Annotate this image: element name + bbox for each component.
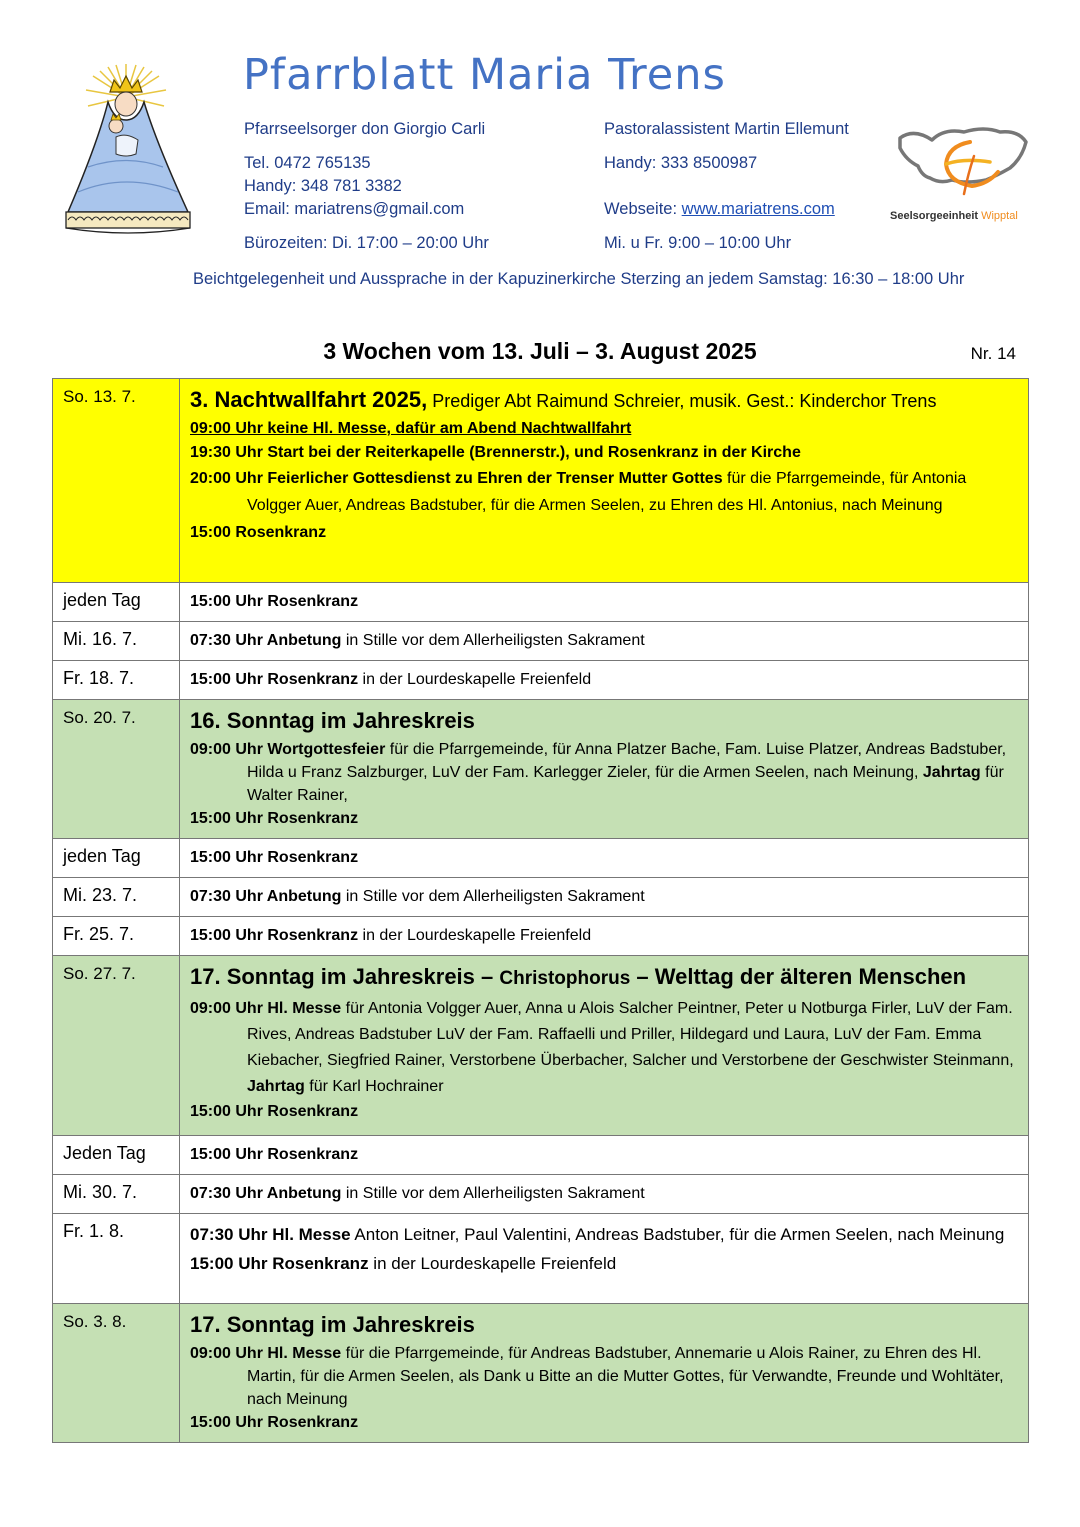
event-line-text: für die Pfarrgemeinde, für Antonia Volgger Auer, Andreas Badstuber, für die Armen Seelen, zu Ehren des Hl. Antonius, nach Meinung <box>247 470 967 514</box>
issue-weeks: 3 Wochen vom 13. Juli – 3. August 2025 <box>323 338 757 364</box>
table-row <box>53 661 1029 700</box>
event-line: 15:00 Uhr Rosenkranz <box>190 810 359 827</box>
event-line: 15:00 Uhr Rosenkranz <box>190 1414 359 1431</box>
event-title: 17. Sonntag im Jahreskreis <box>190 1312 475 1337</box>
table-row <box>53 878 1029 917</box>
assistant-handy: Handy: 333 8500987 <box>604 154 758 172</box>
logo-text-1: Seelsorgeeinheit <box>890 210 982 222</box>
event-title: 17. Sonntag im Jahreskreis – <box>190 964 500 989</box>
row-content <box>180 956 1029 1136</box>
event-line-bold: 20:00 Uhr Feierlicher Gottesdienst zu Ehren der Trenser Mutter Gottes <box>190 470 723 487</box>
event-line-text: in Stille vor dem Allerheiligsten Sakrament <box>341 632 645 649</box>
event-line-text: in der Lourdeskapelle Freienfeld <box>368 1254 617 1273</box>
row-date: So. 13. 7. <box>53 379 180 583</box>
event-line-bold: 07:30 Uhr Anbetung <box>190 888 342 905</box>
row-content <box>180 1214 1029 1304</box>
event-line-text: für die Pfarrgemeinde, für Anna Platzer Bache, Fam. Luise Platzer, Andreas Badstuber, Hilda u Franz Salzburger, LuV der Fam. Karlegger Zieler, für die Armen Seelen, nach Meinung, <box>247 741 1007 781</box>
event-line: 09:00 Uhr keine Hl. Messe, dafür am Abend Nachtwallfahrt <box>190 420 632 437</box>
row-content <box>180 700 1029 839</box>
row-content <box>180 379 1029 583</box>
event-line-bold: 15:00 Uhr Rosenkranz <box>190 671 359 688</box>
row-date: Fr. 25. 7. <box>53 917 180 956</box>
row-content <box>180 622 1029 661</box>
page-title: Pfarrblatt Maria Trens <box>243 50 726 100</box>
event-line-text: in der Lourdeskapelle Freienfeld <box>358 927 592 944</box>
event-line: 19:30 Uhr Start bei der Reiterkapelle (Brennerstr.), und Rosenkranz in der Kirche <box>190 444 801 461</box>
event-line: 15:00 Rosenkranz <box>190 524 327 541</box>
pastor-name: Pfarrseelsorger don Giorgio Carli <box>244 120 486 138</box>
event-line-text: für Antonia Volgger Auer, Anna u Alois Salcher Peintner, Peter u Notburga Firler, LuV der Fam. Rives, Andreas Badstuber LuV der Fam. Raffaelli und Priller, Hildegard und Laura, LuV der Fam. Emma Kiebacher, Siegfried Rainer, Verstorbene Überbacher, Salcher und Verstorbene der Geschwister Steinmann, <box>247 1000 1014 1069</box>
table-row <box>53 839 1029 878</box>
assistant-name: Pastoralassistent Martin Ellemunt <box>604 120 849 138</box>
row-date: Fr. 1. 8. <box>53 1214 180 1304</box>
row-content: 15:00 Uhr Rosenkranz <box>180 583 1029 622</box>
row-date: jeden Tag <box>53 839 180 878</box>
pastor-email[interactable]: Email: mariatrens@gmail.com <box>244 200 465 218</box>
event-title: 16. Sonntag im Jahreskreis <box>190 708 475 733</box>
row-date: Fr. 18. 7. <box>53 661 180 700</box>
row-date: So. 20. 7. <box>53 700 180 839</box>
row-date: Mi. 23. 7. <box>53 878 180 917</box>
row-content <box>180 1175 1029 1214</box>
event-line: 15:00 Uhr Rosenkranz <box>190 1103 359 1120</box>
event-line-bold: 09:00 Uhr Hl. Messe <box>190 1000 342 1017</box>
event-line-bold: 07:30 Uhr Hl. Messe <box>190 1225 351 1244</box>
row-date: jeden Tag <box>53 583 180 622</box>
table-row <box>53 379 1029 583</box>
office-hours: Bürozeiten: Di. 17:00 – 20:00 Uhr <box>244 234 489 252</box>
issue-number: Nr. 14 <box>970 344 1016 363</box>
row-content <box>180 878 1029 917</box>
logo-caption <box>890 210 1018 222</box>
website-link[interactable]: www.mariatrens.com <box>681 200 835 218</box>
row-date: So. 27. 7. <box>53 956 180 1136</box>
row-content: 15:00 Uhr Rosenkranz <box>180 1136 1029 1175</box>
event-line-bold: 15:00 Uhr Rosenkranz <box>190 927 359 944</box>
table-row <box>53 622 1029 661</box>
table-row <box>53 1136 1029 1175</box>
event-line-bold: 07:30 Uhr Anbetung <box>190 632 342 649</box>
confession-info: Beichtgelegenheit und Aussprache in der Kapuzinerkirche Sterzing an jedem Samstag: 16:30 – 18:00 Uhr <box>193 270 965 288</box>
row-content <box>180 1304 1029 1443</box>
table-row <box>53 583 1029 622</box>
event-title: 3. Nachtwallfahrt 2025, <box>190 387 428 412</box>
logo-text-2: Wipptal <box>981 210 1018 222</box>
event-title-rest: Prediger Abt Raimund Schreier, musik. Gest.: Kinderchor Trens <box>427 391 937 411</box>
row-date: Mi. 16. 7. <box>53 622 180 661</box>
table-row <box>53 1175 1029 1214</box>
row-date: Jeden Tag <box>53 1136 180 1175</box>
row-content <box>180 917 1029 956</box>
event-line-text: in der Lourdeskapelle Freienfeld <box>358 671 592 688</box>
event-line-bold: 09:00 Uhr Hl. Messe <box>190 1345 342 1362</box>
row-content <box>180 661 1029 700</box>
event-line-text: für Karl Hochrainer <box>304 1078 444 1095</box>
event-line-text: für Walter Rainer, <box>247 764 1004 804</box>
website <box>604 198 835 220</box>
seelsorgeeinheit-logo <box>892 124 1032 204</box>
table-row <box>53 1304 1029 1443</box>
row-date: So. 3. 8. <box>53 1304 180 1443</box>
event-line-text: in Stille vor dem Allerheiligsten Sakrament <box>341 888 645 905</box>
table-row <box>53 1214 1029 1304</box>
pastor-handy: Handy: 348 781 3382 <box>244 177 402 195</box>
event-line-bold: 07:30 Uhr Anbetung <box>190 1185 342 1202</box>
event-jahrtag: Jahrtag <box>922 764 981 781</box>
event-line-text: in Stille vor dem Allerheiligsten Sakrament <box>341 1185 645 1202</box>
event-title-end: – Welttag der älteren Menschen <box>630 964 967 989</box>
event-title-mid: Christophorus <box>499 968 631 989</box>
pastor-tel: Tel. 0472 765135 <box>244 154 371 172</box>
table-row <box>53 917 1029 956</box>
event-jahrtag: Jahrtag <box>247 1078 305 1095</box>
row-content: 15:00 Uhr Rosenkranz <box>180 839 1029 878</box>
event-line-text: Anton Leitner, Paul Valentini, Andreas Badstuber, für die Armen Seelen, nach Meinung <box>350 1225 1005 1244</box>
event-line-text: für die Pfarrgemeinde, für Andreas Badstuber, Annemarie u Alois Rainer, zu Ehren des Hl. Martin, für die Armen Seelen, als Dank u Bitte an die Mutter Gottes, für Verwandte, Freunde und Wohltäter, nach Meinung <box>247 1345 1004 1408</box>
madonna-illustration <box>38 62 218 252</box>
table-row <box>53 956 1029 1136</box>
event-line-bold: 15:00 Uhr Rosenkranz <box>190 1254 369 1273</box>
office-hours-2: Mi. u Fr. 9:00 – 10:00 Uhr <box>604 234 792 252</box>
schedule-table <box>52 378 1029 1443</box>
table-row <box>53 700 1029 839</box>
row-date: Mi. 30. 7. <box>53 1175 180 1214</box>
website-label: Webseite: <box>604 200 682 218</box>
event-line-bold: 09:00 Uhr Wortgottesfeier <box>190 741 386 758</box>
